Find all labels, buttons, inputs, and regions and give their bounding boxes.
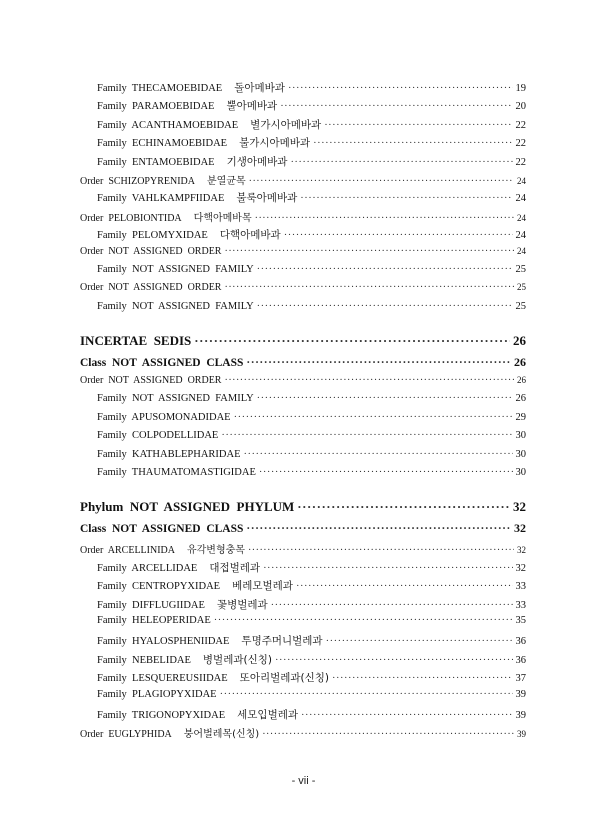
toc-entry-label: [97, 615, 211, 626]
toc-entry-label: [97, 80, 285, 95]
toc-leader-dots: [221, 430, 512, 441]
toc-entry-taxon: Family VAHLKAMPFIIDAE: [97, 193, 225, 205]
toc-leader-dots: [284, 230, 513, 241]
toc-entry-label: [97, 652, 272, 667]
toc-leader-dots: [326, 636, 513, 647]
toc-leader-dots: [244, 449, 513, 460]
toc-entry-taxon: Family THAUMATOMASTIGIDAE: [97, 467, 256, 479]
toc-entry-label: [97, 117, 321, 132]
toc-leader-dots: [324, 120, 512, 131]
toc-entry-page: 36: [515, 654, 526, 666]
toc-entry-family: [80, 117, 526, 135]
toc-entry-korean-name: 다핵아메바목: [193, 212, 252, 224]
toc-entry-korean-name: 꽃병벌레과: [216, 598, 268, 611]
toc-entry-label: [97, 190, 297, 205]
toc-entry-korean-name: 기생아메바과: [226, 155, 288, 168]
toc-entry-korean-name: 또아리벌레과(신칭): [239, 672, 330, 685]
toc-entry-page: 19: [515, 83, 526, 94]
toc-entry-family: [80, 670, 526, 688]
toc-entry-order: [80, 541, 526, 559]
toc-leader-dots: [224, 375, 514, 386]
toc-leader-dots: [263, 563, 512, 574]
toc-entry-page: 39: [517, 729, 526, 740]
toc-entry-taxon: Family DIFFLUGIIDAE: [97, 599, 205, 611]
table-of-contents: [80, 80, 526, 744]
toc-leader-dots: [280, 101, 512, 112]
toc-entry-label: [97, 227, 281, 242]
toc-entry-label: [97, 633, 323, 648]
toc-entry-korean-name: 뿔아메바과: [226, 100, 278, 113]
toc-leader-dots: [275, 655, 513, 666]
toc-entry-page: 39: [515, 688, 526, 700]
toc-entry-page: 24: [517, 245, 526, 256]
toc-leader-dots: [249, 176, 514, 187]
toc-entry-family: [80, 597, 526, 615]
toc-leader-dots: [313, 138, 512, 149]
toc-leader-dots: [297, 499, 510, 515]
toc-entry-taxon: Family ECHINAMOEBIDAE: [97, 138, 228, 150]
toc-entry-taxon: Order ARCELLINIDA: [80, 545, 175, 557]
toc-entry-korean-name: 돌아메바과: [234, 82, 285, 94]
toc-entry-page: 30: [515, 430, 526, 442]
toc-entry-taxon: Family HYALOSPHENIIDAE: [97, 636, 230, 648]
toc-entry-taxon: INCERTAE SEDIS: [80, 333, 192, 349]
toc-entry-taxon: Order NOT ASSIGNED ORDER: [80, 375, 222, 387]
toc-entry-page: 25: [515, 263, 526, 275]
toc-entry-label: [97, 670, 329, 685]
toc-entry-label: [97, 412, 231, 423]
toc-entry-korean-name: 투명주머니벌레과: [241, 635, 323, 648]
toc-entry-taxon: Family NEBELIDAE: [97, 654, 191, 666]
toc-leader-dots: [271, 600, 513, 611]
toc-entry-label: [97, 301, 254, 312]
toc-entry-taxon: Family ARCELLIDAE: [97, 562, 198, 574]
toc-leader-dots: [262, 729, 514, 740]
toc-entry-korean-name: 대접벌레과: [209, 561, 261, 574]
toc-entry-label: [97, 430, 218, 441]
toc-entry-label: [97, 578, 293, 593]
toc-entry-page: 39: [515, 709, 526, 721]
toc-leader-dots: [296, 581, 513, 592]
toc-entry-family: [80, 412, 526, 430]
toc-entry-taxon: Family LESQUEREUSIIDAE: [97, 673, 228, 685]
toc-entry-korean-name: 병벌레과(신칭): [202, 653, 272, 666]
toc-entry-taxon: Family PARAMOEBIDAE: [97, 101, 215, 113]
toc-leader-dots: [300, 193, 512, 204]
toc-entry-page: 32: [515, 562, 526, 574]
toc-leader-dots: [301, 710, 513, 721]
toc-entry-class: [80, 521, 526, 541]
toc-leader-dots: [259, 467, 513, 478]
toc-entry-class: [80, 355, 526, 375]
toc-entry-section: [80, 333, 526, 355]
toc-entry-page: 22: [515, 156, 526, 168]
toc-entry-taxon: Family KATHABLEPHARIDAE: [97, 448, 241, 460]
toc-entry-label: [97, 449, 241, 460]
toc-entry-taxon: Family THECAMOEBIDAE: [97, 83, 223, 94]
toc-entry-page: 29: [515, 411, 526, 423]
toc-entry-family: [80, 560, 526, 578]
toc-entry-label: [97, 707, 298, 722]
toc-entry-korean-name: 베레모벌레과: [232, 580, 293, 593]
toc-entry-taxon: Family CENTROPYXIDAE: [97, 581, 221, 593]
toc-entry-taxon: Phylum NOT ASSIGNED PHYLUM: [80, 499, 295, 515]
toc-entry-order: [80, 725, 526, 743]
toc-entry-taxon: Family ACANTHAMOEBIDAE: [97, 119, 239, 131]
toc-entry-label: [97, 98, 277, 113]
toc-entry-korean-name: 별가시아메바과: [250, 118, 322, 131]
toc-entry-label: [80, 725, 259, 740]
toc-entry-label: [80, 246, 221, 257]
toc-leader-dots: [288, 83, 513, 94]
toc-entry-order: [80, 172, 526, 190]
toc-entry-taxon: Order EUGLYPHIDA: [80, 729, 172, 741]
toc-entry-taxon: Family NOT ASSIGNED FAMILY: [97, 393, 254, 405]
toc-entry-page: 30: [515, 448, 526, 460]
toc-entry-label: [80, 209, 252, 224]
toc-entry-label: [97, 154, 287, 169]
toc-entry-page: 26: [513, 333, 526, 349]
toc-entry-korean-name: 유각변형충목: [186, 545, 245, 557]
toc-leader-dots: [246, 523, 511, 535]
toc-leader-dots: [248, 545, 514, 556]
toc-entry-page: 32: [514, 521, 526, 536]
toc-entry-order: [80, 282, 526, 300]
toc-entry-family: [80, 578, 526, 596]
toc-entry-taxon: Order NOT ASSIGNED ORDER: [80, 282, 222, 294]
toc-entry-taxon: Family NOT ASSIGNED FAMILY: [97, 300, 254, 312]
toc-entry-taxon: Family HELEOPERIDAE: [97, 614, 211, 626]
toc-entry-taxon: Family PELOMYXIDAE: [97, 230, 208, 242]
toc-leader-dots: [290, 157, 512, 168]
toc-entry-family: [80, 615, 526, 633]
toc-entry-page: 37: [515, 673, 526, 685]
toc-leader-dots: [194, 333, 510, 349]
toc-entry-page: 22: [515, 119, 526, 131]
toc-entry-family: [80, 301, 526, 319]
toc-entry-order: [80, 375, 526, 393]
toc-entry-family: [80, 689, 526, 707]
toc-leader-dots: [257, 301, 513, 312]
toc-entry-label: [97, 467, 256, 478]
toc-entry-page: 32: [517, 545, 526, 556]
toc-entry-taxon: Family TRIGONOPYXIDAE: [97, 709, 226, 721]
toc-entry-family: [80, 449, 526, 467]
toc-leader-dots: [214, 615, 513, 626]
toc-leader-dots: [224, 246, 514, 257]
toc-entry-korean-name: 세모입벌레과: [237, 708, 298, 721]
toc-entry-label: [97, 135, 310, 150]
toc-entry-taxon: Order SCHIZOPYRENIDA: [80, 175, 195, 187]
toc-entry-page: 26: [515, 393, 526, 405]
toc-entry-order: [80, 246, 526, 264]
toc-entry-label: [97, 393, 254, 404]
toc-entry-page: 26: [517, 375, 526, 386]
toc-entry-family: [80, 154, 526, 172]
toc-entry-korean-name: 불룩아메바과: [236, 192, 298, 205]
toc-entry-korean-name: 분열균목: [207, 175, 246, 187]
toc-entry-taxon: Family PLAGIOPYXIDAE: [97, 688, 217, 700]
toc-leader-dots: [246, 357, 511, 369]
toc-entry-page: 26: [514, 355, 526, 370]
toc-entry-label: [80, 333, 191, 349]
toc-entry-page: 33: [515, 599, 526, 611]
toc-entry-family: [80, 190, 526, 208]
toc-entry-label: [80, 541, 245, 556]
toc-entry-taxon: Class NOT ASSIGNED CLASS: [80, 357, 244, 370]
toc-entry-label: [97, 560, 260, 575]
toc-entry-family: [80, 264, 526, 282]
toc-entry-page: 36: [515, 636, 526, 648]
toc-entry-page: 24: [517, 175, 526, 186]
toc-entry-page: 24: [515, 230, 526, 242]
toc-entry-label: [80, 375, 221, 386]
toc-entry-korean-name: 다핵아메바과: [219, 229, 281, 242]
toc-entry-page: 30: [515, 467, 526, 479]
toc-entry-page: 32: [513, 499, 526, 515]
toc-leader-dots: [255, 213, 514, 224]
toc-entry-korean-name: 붕어벌레목(신칭): [183, 729, 260, 741]
toc-entry-label: [97, 689, 217, 700]
toc-entry-family: [80, 652, 526, 670]
toc-entry-page: 22: [515, 138, 526, 150]
toc-entry-taxon: Class NOT ASSIGNED CLASS: [80, 523, 244, 536]
toc-entry-taxon: Family COLPODELLIDAE: [97, 430, 219, 442]
toc-entry-taxon: Family APUSOMONADIDAE: [97, 411, 231, 423]
toc-entry-family: [80, 227, 526, 245]
toc-entry-taxon: Family ENTAMOEBIDAE: [97, 156, 215, 168]
toc-entry-order: [80, 209, 526, 227]
toc-entry-page: 25: [515, 300, 526, 312]
toc-entry-label: [80, 523, 243, 535]
toc-entry-label: [80, 357, 243, 369]
toc-leader-dots: [332, 673, 512, 684]
toc-entry-taxon: Order NOT ASSIGNED ORDER: [80, 245, 222, 257]
toc-entry-family: [80, 633, 526, 651]
toc-leader-dots: [224, 282, 514, 293]
toc-entry-page: 24: [517, 212, 526, 223]
toc-leader-dots: [234, 412, 513, 423]
toc-entry-family: [80, 707, 526, 725]
toc-entry-page: 24: [515, 193, 526, 205]
toc-entry-korean-name: 불가시아메바과: [239, 137, 311, 150]
toc-entry-page: 25: [517, 282, 526, 293]
toc-entry-family: [80, 393, 526, 411]
toc-entry-page: 35: [515, 614, 526, 626]
toc-entry-label: [97, 597, 268, 612]
toc-entry-page: 20: [515, 101, 526, 113]
toc-entry-label: [80, 282, 221, 293]
toc-entry-family: [80, 135, 526, 153]
toc-entry-label: [80, 499, 294, 515]
toc-leader-dots: [257, 264, 513, 275]
toc-entry-page: 33: [515, 581, 526, 593]
toc-entry-family: [80, 98, 526, 116]
toc-entry-section: [80, 499, 526, 521]
toc-entry-family: [80, 80, 526, 98]
toc-entry-taxon: Order PELOBIONTIDA: [80, 212, 182, 224]
toc-entry-label: [80, 172, 246, 187]
toc-leader-dots: [220, 689, 513, 700]
toc-entry-label: [97, 264, 254, 275]
toc-entry-family: [80, 467, 526, 485]
toc-entry-taxon: Family NOT ASSIGNED FAMILY: [97, 263, 254, 275]
toc-leader-dots: [257, 393, 513, 404]
page-number: - vii -: [291, 775, 316, 787]
toc-entry-family: [80, 430, 526, 448]
